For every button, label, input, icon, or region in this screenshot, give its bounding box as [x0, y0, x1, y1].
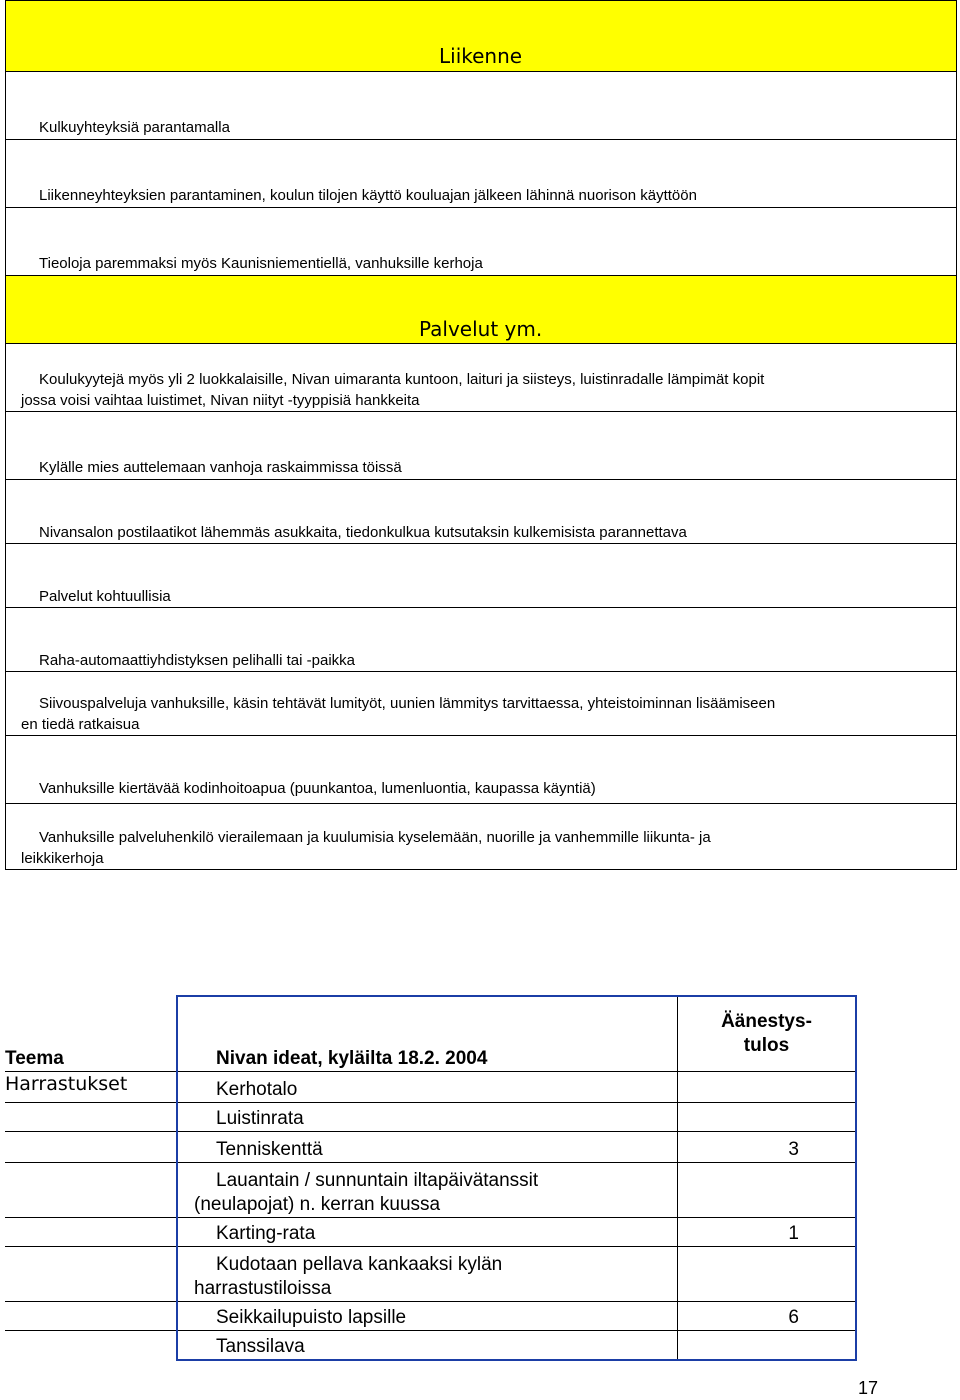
list-item: [5, 208, 957, 276]
votes-cell: [678, 1072, 857, 1103]
idea-text-cont: (neulapojat) n. kerran kuussa: [194, 1194, 441, 1215]
item-text-cont: leikkikerhoja: [21, 850, 104, 867]
theme-cell: [5, 1072, 177, 1103]
votes-cell: [678, 1103, 857, 1132]
list-item: [5, 412, 957, 480]
idea-cell: Karting-rata: [177, 1218, 678, 1247]
theme-cell: [5, 1247, 177, 1302]
votes-cell: [678, 1163, 857, 1218]
idea-cell: Seikkailupuisto lapsille: [177, 1302, 678, 1331]
list-item: [5, 736, 957, 804]
list-item: [5, 140, 957, 208]
list-item: [5, 672, 957, 736]
theme-cell: [5, 1132, 177, 1163]
theme-cell: [5, 1331, 177, 1361]
idea-cell: Luistinrata: [177, 1103, 678, 1132]
idea-cell: Tenniskenttä: [177, 1132, 678, 1163]
idea-cell: Tanssilava: [177, 1331, 678, 1361]
col-teema: Teema: [5, 996, 177, 1072]
table-row: [5, 1331, 856, 1361]
item-text: Vanhuksille palveluhenkilö vierailemaan ja kuulumisia kyselemään, nuorille ja vanhemmille liikunta- ja: [39, 829, 711, 846]
col-title: Nivan ideat, kyläilta 18.2. 2004: [177, 996, 678, 1072]
idea-text: Lauantain / sunnuntain iltapäivätanssit: [216, 1170, 539, 1191]
idea-cell: [177, 1163, 678, 1218]
item-text-cont: en tiedä ratkaisua: [21, 716, 140, 733]
palvelut-header: [5, 276, 957, 344]
idea-cell: [177, 1247, 678, 1302]
liikenne-header: [5, 0, 957, 72]
list-item: [5, 544, 957, 608]
theme-cell: [5, 1163, 177, 1218]
item-text: Raha-automaattiyhdistyksen pelihalli tai -paikka: [39, 652, 355, 669]
item-text: Kylälle mies auttelemaan vanhoja raskaimmissa töissä: [39, 459, 402, 476]
votes-cell: 6: [678, 1302, 857, 1331]
col-votes: [678, 996, 857, 1072]
liikenne-title: Liikenne: [439, 44, 523, 68]
table-row: [5, 1218, 856, 1247]
list-item: [5, 480, 957, 544]
votes-cell: 1: [678, 1218, 857, 1247]
idea-cell: Kerhotalo: [177, 1072, 678, 1103]
item-text: Kulkuyhteyksiä parantamalla: [39, 119, 230, 136]
item-text: Liikenneyhteyksien parantaminen, koulun tilojen käyttö kouluajan jälkeen lähinnä nuorison käyttöön: [39, 187, 697, 204]
table-row: [5, 1163, 856, 1218]
list-item: [5, 608, 957, 672]
votes-cell: 3: [678, 1132, 857, 1163]
page-number: 17: [858, 1378, 879, 1398]
item-text: Palvelut kohtuullisia: [39, 588, 171, 605]
item-text-cont: jossa voisi vaihtaa luistimet, Nivan niityt -tyyppisiä hankkeita: [21, 392, 420, 409]
theme-label: Harrastukset: [5, 1073, 128, 1095]
theme-cell: [5, 1218, 177, 1247]
idea-text-cont: harrastustiloissa: [194, 1278, 332, 1299]
item-text: Nivansalon postilaatikot lähemmäs asukkaita, tiedonkulkua kutsutaksin kulkemisista parannettava: [39, 524, 687, 541]
theme-cell: [5, 1302, 177, 1331]
idea-text: Kudotaan pellava kankaaksi kylän: [216, 1254, 503, 1275]
col-votes-line1: Äänestys-: [721, 1011, 812, 1032]
list-item: [5, 804, 957, 870]
item-text: Tieoloja paremmaksi myös Kaunisniementiellä, vanhuksille kerhoja: [39, 255, 483, 272]
table-row: [5, 1103, 856, 1132]
ideas-table: [5, 995, 857, 1361]
col-votes-line2: tulos: [743, 1035, 790, 1056]
list-item: [5, 344, 957, 412]
votes-cell: [678, 1247, 857, 1302]
palvelut-title: Palvelut ym.: [419, 317, 543, 341]
table-row: [5, 1132, 856, 1163]
table-row: [5, 1247, 856, 1302]
item-text: Koulukyytejä myös yli 2 luokkalaisille, Nivan uimaranta kuntoon, laituri ja siisteys, luistinradalle lämpimät kopit: [39, 371, 765, 388]
table-header-row: [5, 996, 856, 1072]
item-text: Vanhuksille kiertävää kodinhoitoapua (puunkantoa, lumenluontia, kaupassa käyntiä): [39, 780, 596, 797]
list-item: [5, 72, 957, 140]
item-text: Siivouspalveluja vanhuksille, käsin tehtävät lumityöt, uunien lämmitys tarvittaessa, yhteistoiminnan lisäämiseen: [39, 695, 776, 712]
votes-cell: [678, 1331, 857, 1361]
table-row: [5, 1302, 856, 1331]
table-row: [5, 1072, 856, 1103]
theme-cell: [5, 1103, 177, 1132]
